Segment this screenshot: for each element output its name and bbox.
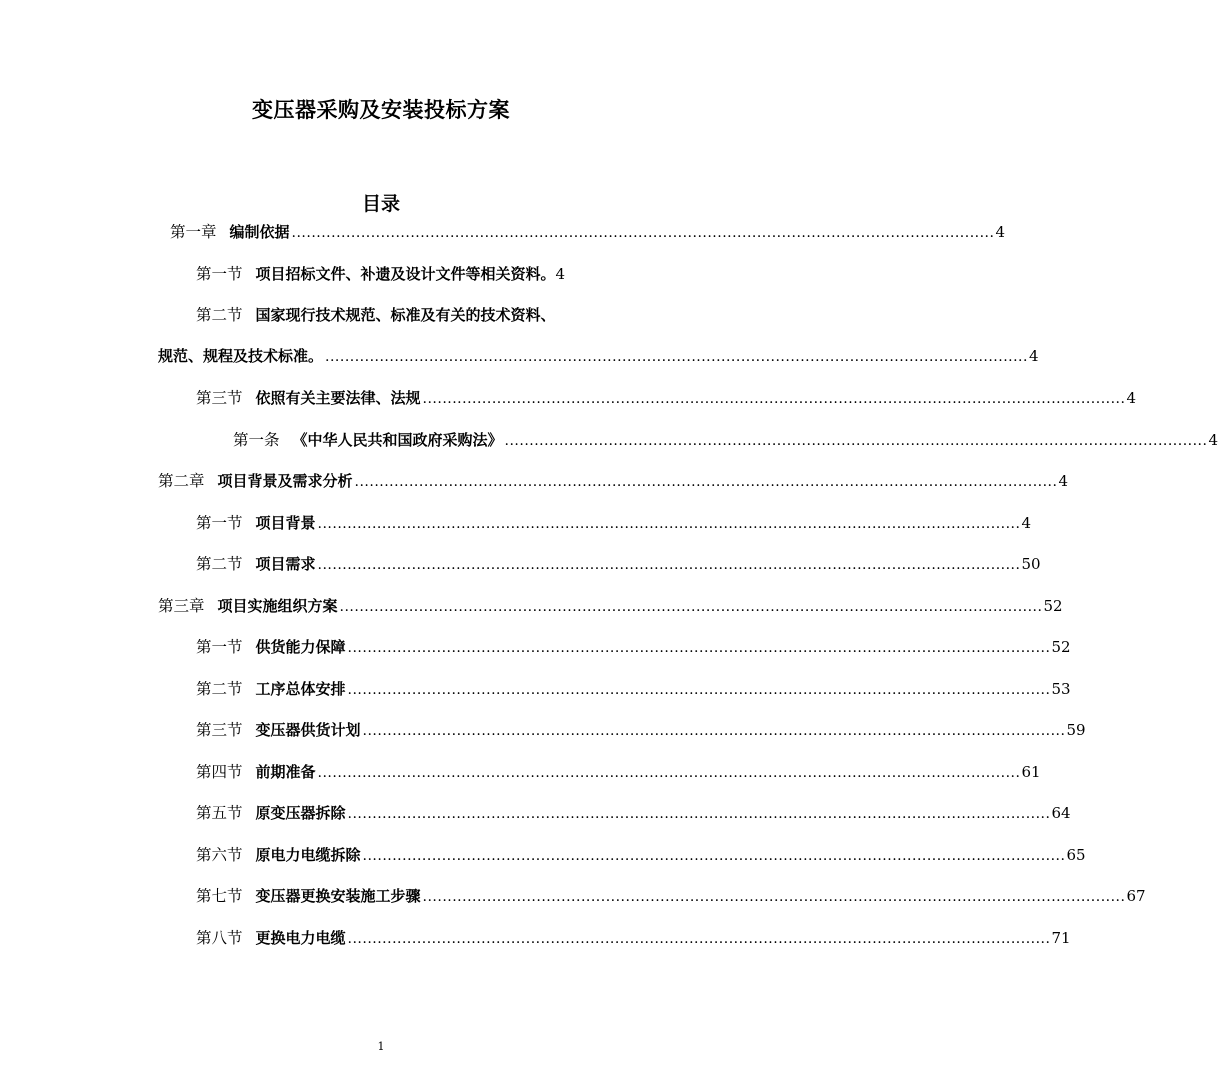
toc-entry-number: 第一节 [196, 514, 243, 532]
toc-entry-page: 4 [1021, 514, 1032, 532]
toc-entry-section[interactable] [196, 760, 1041, 784]
toc-entry-number: 第六节 [196, 846, 243, 864]
toc-entry-number: 第三章 [158, 597, 205, 615]
toc-entry-title: 工序总体安排 [255, 680, 346, 698]
toc-heading: 目录 [361, 193, 400, 215]
toc-entry-title: 项目背景及需求分析 [217, 472, 353, 490]
toc-entry-page: 4 [995, 223, 1006, 241]
toc-entry-number: 第二节 [196, 306, 243, 324]
toc-entry-number: 第三节 [196, 721, 243, 739]
toc-dot-leader: .............................................................................................................................................. [317, 765, 1021, 781]
toc-entry-section[interactable] [196, 386, 1137, 410]
toc-entry-number: 第五节 [196, 804, 243, 822]
toc-dot-leader: .............................................................................................................................................. [347, 806, 1051, 822]
toc-entry-page: 71 [1051, 929, 1071, 947]
toc-entry-number: 第三节 [196, 389, 243, 407]
toc-entry-page: 52 [1051, 638, 1071, 656]
toc-entry-title: 依照有关主要法律、法规 [255, 389, 421, 407]
toc-dot-leader: .............................................................................................................................................. [362, 848, 1066, 864]
toc-entry-page: 64 [1051, 804, 1071, 822]
toc-entry-page: 4 [1058, 472, 1069, 490]
toc-entry-page: 4 [1028, 347, 1039, 365]
toc-entry-number: 第二章 [158, 472, 205, 490]
toc-entry-section[interactable] [196, 511, 1032, 535]
toc-entry-number: 第二节 [196, 555, 243, 573]
toc-entry-number: 第七节 [196, 887, 243, 905]
toc-entry-page: 52 [1043, 597, 1063, 615]
toc-entry-section[interactable] [196, 635, 1071, 659]
toc-entry-number: 第二节 [196, 680, 243, 698]
toc-entry-article[interactable] [233, 428, 1218, 452]
toc-entry-page: 50 [1021, 555, 1041, 573]
toc-dot-leader: .............................................................................................................................................. [354, 474, 1058, 490]
toc-entry-chapter-2[interactable] [158, 469, 1069, 493]
toc-entry-page: 4 [1208, 431, 1218, 449]
toc-entry-title: 前期准备 [255, 763, 316, 781]
toc-entry-page: 65 [1066, 846, 1086, 864]
toc-entry-title: 变压器供货计划 [255, 721, 361, 739]
toc-dot-leader: .............................................................................................................................................. [325, 349, 1028, 365]
toc-entry-title: 国家现行技术规范、标准及有关的技术资料、 [255, 306, 556, 324]
toc-entry-title: 更换电力电缆 [255, 929, 346, 947]
toc-entry-section[interactable] [196, 801, 1071, 825]
toc-entry-continuation[interactable] [158, 344, 1039, 368]
toc-entry-number: 第四节 [196, 763, 243, 781]
toc-entry-section[interactable] [196, 552, 1041, 576]
toc-entry-number: 第一条 [233, 431, 280, 449]
document-title: 变压器采购及安装投标方案 [252, 98, 510, 122]
toc-entry-page: 4 [555, 265, 566, 283]
page-number: 1 [377, 1040, 385, 1053]
toc-dot-leader: .............................................................................................................................................. [317, 557, 1021, 573]
toc-entry-number: 第八节 [196, 929, 243, 947]
toc-entry-page: 59 [1066, 721, 1086, 739]
toc-dot-leader: .............................................................................................................................................. [422, 889, 1126, 905]
toc-entry-section[interactable] [196, 677, 1071, 701]
toc-entry-chapter-3[interactable] [158, 594, 1063, 618]
toc-entry-title: 《中华人民共和国政府采购法》 [292, 431, 503, 449]
toc-entry-title: 项目实施组织方案 [217, 597, 338, 615]
toc-dot-leader: .............................................................................................................................................. [339, 599, 1043, 615]
toc-entry-page: 53 [1051, 680, 1071, 698]
toc-entry-title: 项目需求 [255, 555, 316, 573]
toc-dot-leader: .............................................................................................................................................. [347, 682, 1051, 698]
toc-entry-title: 供货能力保障 [255, 638, 346, 656]
toc-entry-number: 第一章 [170, 223, 217, 241]
toc-entry-section[interactable] [196, 718, 1086, 742]
toc-entry-title: 原电力电缆拆除 [255, 846, 361, 864]
toc-entry-section[interactable] [196, 843, 1086, 867]
toc-entry-chapter-1[interactable] [170, 220, 1006, 244]
toc-entry-section[interactable] [196, 262, 642, 286]
toc-entry-title: 编制依据 [229, 223, 290, 241]
toc-dot-leader: .............................................................................................................................................. [422, 391, 1126, 407]
toc-entry-page: 4 [1126, 389, 1137, 407]
toc-entry-title: 变压器更换安装施工步骤 [255, 887, 421, 905]
toc-dot-leader: .............................................................................................................................................. [362, 723, 1066, 739]
toc-entry-page: 67 [1126, 887, 1146, 905]
toc-entry-page: 61 [1021, 763, 1041, 781]
toc-dot-leader: .............................................................................................................................................. [504, 433, 1208, 449]
toc-entry-section[interactable] [196, 926, 1071, 950]
toc-entry-number: 第一节 [196, 265, 243, 283]
toc-dot-leader: .............................................................................................................................................. [347, 640, 1051, 656]
toc-entry-title: 原变压器拆除 [255, 804, 346, 822]
toc-entry-title: 项目背景 [255, 514, 316, 532]
toc-entry-section[interactable] [196, 884, 1146, 908]
toc-entry-number: 第一节 [196, 638, 243, 656]
toc-dot-leader: .............................................................................................................................................. [291, 225, 995, 241]
toc-dot-leader: .............................................................................................................................................. [317, 516, 1021, 532]
toc-entry-section[interactable] [196, 303, 556, 327]
toc-dot-leader: .............................................................................................................................................. [347, 931, 1051, 947]
toc-entry-title: 规范、规程及技术标准。 [158, 347, 324, 365]
toc-entry-title: 项目招标文件、补遗及设计文件等相关资料。 [255, 265, 556, 283]
